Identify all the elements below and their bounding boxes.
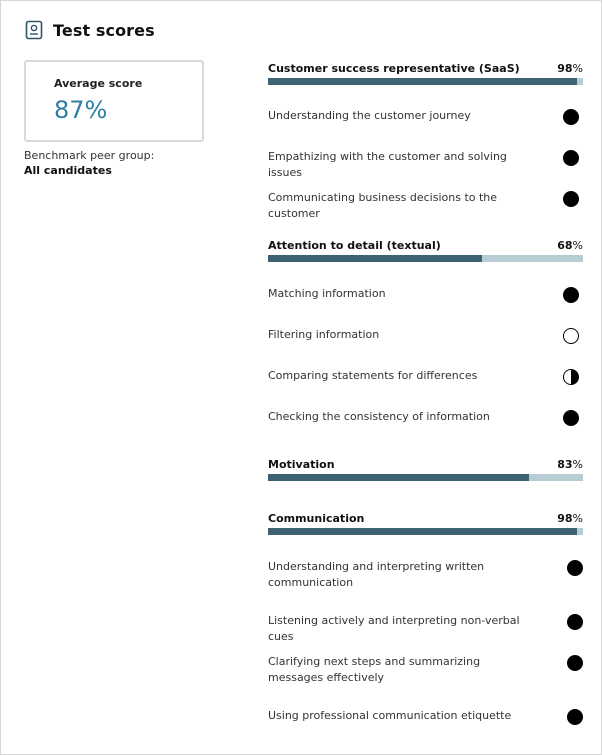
average-score-card — [24, 60, 204, 142]
skill-level-icon — [567, 560, 583, 576]
skill-label: Filtering information — [268, 328, 380, 341]
score-bar-fill — [268, 474, 529, 481]
section-communication — [268, 512, 583, 722]
score-bar — [268, 255, 583, 262]
skill-level-icon — [563, 150, 579, 166]
section-percent: 83% — [557, 458, 583, 471]
score-bar — [268, 528, 583, 535]
skill-label: Empathizing with the customer and solving issues — [268, 150, 507, 179]
skill-label: Comparing statements for differences — [268, 369, 478, 382]
panel-header — [24, 20, 155, 40]
section-percent: 68% — [557, 239, 583, 252]
skill-label: Communicating business decisions to the customer — [268, 191, 498, 220]
section-title: Attention to detail (textual) — [268, 239, 441, 252]
section-title: Motivation — [268, 458, 335, 471]
skill-level-icon — [563, 328, 579, 344]
skill-level-icon — [563, 369, 579, 385]
page-title: Test scores — [53, 20, 155, 40]
skill-level-icon — [563, 109, 579, 125]
score-bar-fill — [268, 528, 577, 535]
section-customer-success — [268, 62, 583, 220]
skill-label: Understanding the customer journey — [268, 109, 471, 122]
section-title: Communication — [268, 512, 365, 525]
skill-level-icon — [563, 287, 579, 303]
skill-level-icon — [563, 410, 579, 426]
skill-label: Clarifying next steps and summarizing messages effectively — [268, 655, 481, 684]
average-score-value: 87% — [54, 96, 108, 124]
score-bar — [268, 474, 583, 481]
score-bar-fill — [268, 255, 482, 262]
skill-label: Listening actively and interpreting non-verbal cues — [268, 614, 520, 643]
benchmark-label: Benchmark peer group: — [24, 149, 155, 162]
skill-label: Checking the consistency of information — [268, 410, 490, 423]
badge-icon — [24, 20, 44, 40]
average-score-label: Average score — [54, 77, 143, 90]
skill-level-icon — [567, 655, 583, 671]
score-bar — [268, 78, 583, 85]
skill-label: Matching information — [268, 287, 386, 300]
section-percent: 98% — [557, 62, 583, 75]
skill-level-icon — [567, 709, 583, 725]
skill-label: Using professional communication etiquette — [268, 709, 512, 722]
skill-level-icon — [563, 191, 579, 207]
section-attention-to-detail — [268, 239, 583, 423]
section-motivation — [268, 458, 583, 481]
skill-label: Understanding and interpreting written communication — [268, 560, 485, 589]
section-percent: 98% — [557, 512, 583, 525]
benchmark-value: All candidates — [24, 164, 112, 177]
score-bar-fill — [268, 78, 577, 85]
section-title: Customer success representative (SaaS) — [268, 62, 520, 75]
skill-level-icon — [567, 614, 583, 630]
